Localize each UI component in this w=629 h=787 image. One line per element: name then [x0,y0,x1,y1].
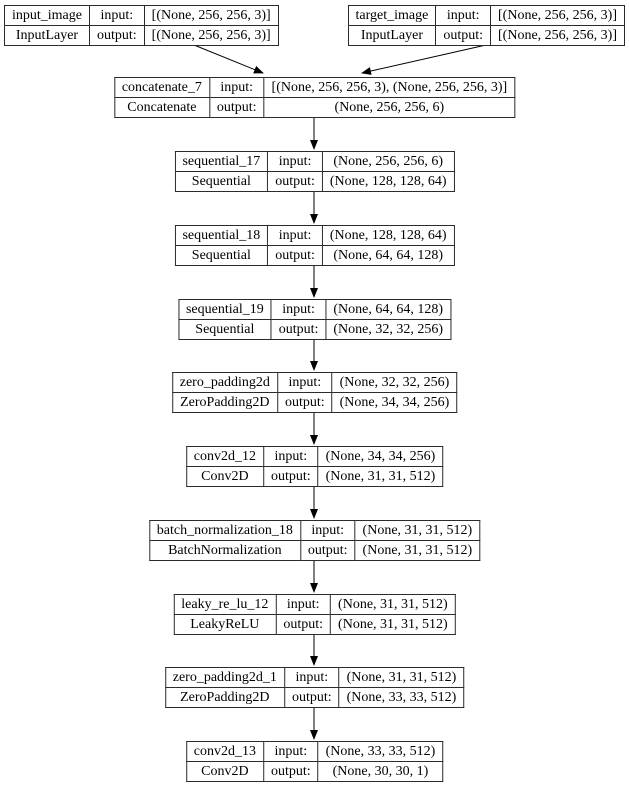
output-shape: (None, 34, 34, 256) [332,393,457,413]
output-label: output: [268,172,323,192]
layer-type: ZeroPadding2D [165,688,284,708]
input-label: input: [300,521,355,541]
layer-type: Sequential [178,320,271,340]
output-label: output: [284,688,339,708]
input-label: input: [90,6,145,26]
layer-name: concatenate_7 [114,78,209,98]
layer-node-zero-padding2d [172,372,458,413]
input-label: input: [263,742,318,762]
output-shape: [(None, 256, 256, 3)] [144,26,278,46]
output-label: output: [90,26,145,46]
output-shape: (None, 31, 31, 512) [355,541,480,561]
input-label: input: [271,300,326,320]
output-shape: (None, 31, 31, 512) [331,615,456,635]
layer-type: Sequential [175,172,268,192]
output-label: output: [436,26,491,46]
layer-type: InputLayer [348,26,436,46]
input-shape: [(None, 256, 256, 3)] [491,6,625,26]
layer-node-target-image [348,5,625,46]
output-label: output: [263,762,318,782]
edge-target-image-to-concatenate-7 [362,45,486,73]
layer-name: leaky_re_lu_12 [174,595,276,615]
input-label: input: [284,668,339,688]
layer-type: Conv2D [186,467,263,487]
input-shape: (None, 31, 31, 512) [331,595,456,615]
input-shape: (None, 31, 31, 512) [355,521,480,541]
output-label: output: [209,98,264,118]
output-shape: (None, 30, 30, 1) [318,762,443,782]
output-shape: (None, 128, 128, 64) [322,172,454,192]
layer-name: conv2d_12 [186,447,263,467]
layer-name: batch_normalization_18 [149,521,300,541]
input-label: input: [276,595,331,615]
input-shape: (None, 31, 31, 512) [339,668,464,688]
layer-node-concatenate-7 [114,77,515,118]
output-shape: [(None, 256, 256, 3)] [491,26,625,46]
output-shape: (None, 32, 32, 256) [326,320,451,340]
input-shape: (None, 34, 34, 256) [318,447,443,467]
layer-type: Concatenate [114,98,209,118]
layer-node-sequential-17 [174,151,454,192]
layer-name: sequential_19 [178,300,271,320]
layer-node-conv2d-12 [186,446,444,487]
output-label: output: [263,467,318,487]
output-label: output: [276,615,331,635]
layer-type: BatchNormalization [149,541,300,561]
output-shape: (None, 33, 33, 512) [339,688,464,708]
layer-type: LeakyReLU [174,615,276,635]
layer-type: InputLayer [5,26,90,46]
input-label: input: [277,373,332,393]
layer-name: target_image [348,6,436,26]
output-label: output: [300,541,355,561]
layer-node-input-image [4,5,279,46]
output-label: output: [271,320,326,340]
output-label: output: [277,393,332,413]
layer-name: sequential_17 [175,152,268,172]
layer-type: Sequential [175,246,268,266]
input-shape: [(None, 256, 256, 3), (None, 256, 256, 3)] [264,78,515,98]
output-label: output: [268,246,323,266]
layer-name: input_image [5,6,90,26]
input-label: input: [268,226,323,246]
input-label: input: [436,6,491,26]
output-shape: (None, 256, 256, 6) [264,98,515,118]
layer-node-sequential-18 [174,225,454,266]
layer-name: zero_padding2d [172,373,277,393]
input-label: input: [268,152,323,172]
edge-input-image-to-concatenate-7 [194,45,263,73]
input-shape: (None, 64, 64, 128) [326,300,451,320]
layer-name: zero_padding2d_1 [165,668,284,688]
layer-name: conv2d_13 [186,742,263,762]
layer-node-leaky-re-lu-12 [173,594,455,635]
layer-node-zero-padding2d-1 [165,667,465,708]
input-shape: (None, 33, 33, 512) [318,742,443,762]
input-label: input: [209,78,264,98]
input-shape: (None, 128, 128, 64) [322,226,454,246]
input-label: input: [263,447,318,467]
input-shape: [(None, 256, 256, 3)] [144,6,278,26]
layer-name: sequential_18 [175,226,268,246]
layer-node-conv2d-13 [186,741,444,782]
input-shape: (None, 32, 32, 256) [332,373,457,393]
layer-node-sequential-19 [178,299,451,340]
layer-type: Conv2D [186,762,263,782]
layer-node-batch-normalization-18 [149,520,480,561]
input-shape: (None, 256, 256, 6) [322,152,454,172]
output-shape: (None, 64, 64, 128) [322,246,454,266]
output-shape: (None, 31, 31, 512) [318,467,443,487]
layer-type: ZeroPadding2D [172,393,277,413]
